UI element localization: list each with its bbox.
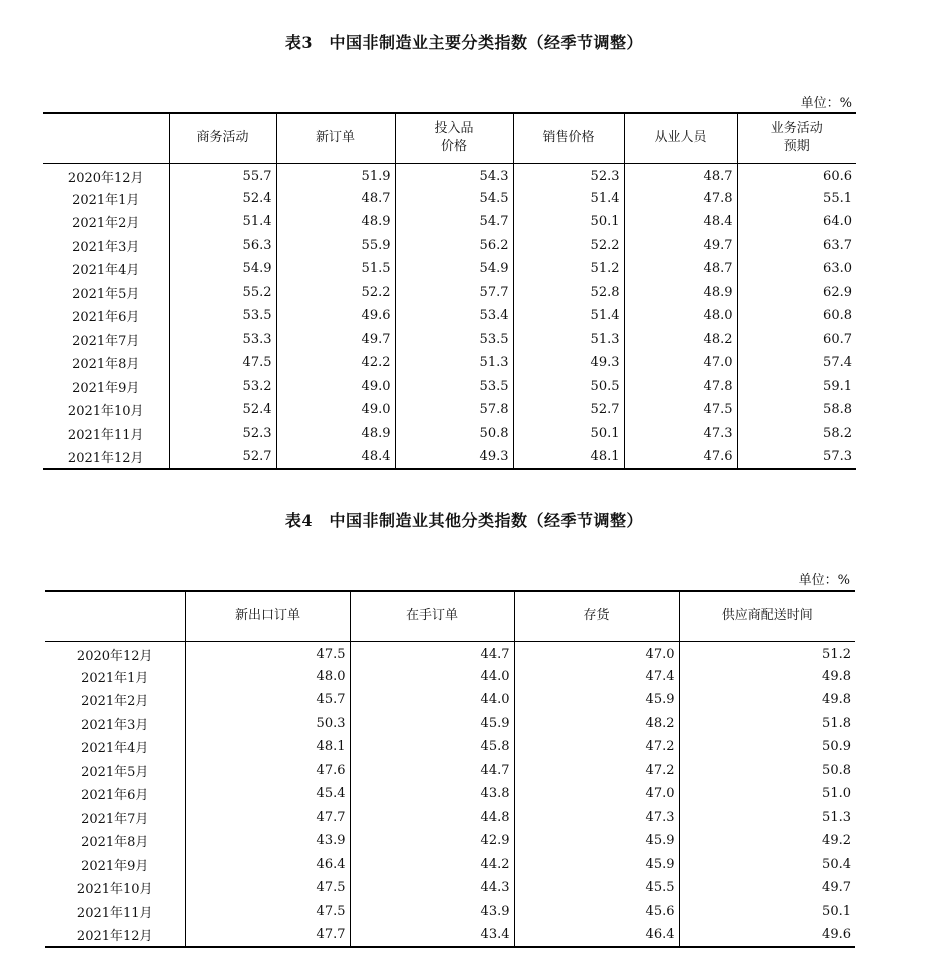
row-month: 2021年11月: [76, 905, 153, 921]
table-row: [45, 665, 855, 689]
table4: [45, 590, 855, 948]
table-row: [45, 688, 855, 712]
row-month: 2021年1月: [81, 670, 149, 686]
table4-title: 表4 中国非制造业其他分类指数（经季节调整）: [284, 511, 644, 530]
row-month: 2021年5月: [81, 764, 149, 780]
table-row: [43, 398, 856, 422]
cell-value: 51.2: [513, 257, 624, 281]
cell-value: 49.6: [679, 923, 855, 947]
cell-value: 48.7: [624, 163, 737, 187]
cell-value: 47.6: [185, 759, 350, 783]
cell-value: 48.2: [514, 712, 679, 736]
table3-header-1: [169, 113, 276, 163]
cell-value: 50.8: [679, 759, 855, 783]
cell-value: 49.0: [276, 398, 395, 422]
row-month: 2021年6月: [72, 310, 140, 326]
cell-value: 52.7: [169, 445, 276, 469]
cell-value: 47.7: [185, 923, 350, 947]
table3-header-5: [624, 113, 737, 163]
cell-value: 47.5: [185, 900, 350, 924]
table3-header-3: [395, 113, 513, 163]
cell-value: 64.0: [737, 210, 856, 234]
cell-value: 43.8: [350, 782, 514, 806]
cell-value: 49.7: [276, 328, 395, 352]
table-row: [45, 829, 855, 853]
table4-header-1: [185, 591, 350, 641]
cell-value: 51.2: [679, 641, 855, 665]
cell-value: 53.4: [395, 304, 513, 328]
header-label: 从业人员: [654, 130, 707, 146]
cell-value: 54.9: [169, 257, 276, 281]
row-month: 2021年3月: [72, 239, 140, 255]
cell-value: 62.9: [737, 281, 856, 305]
cell-value: 45.9: [514, 829, 679, 853]
cell-value: 53.5: [169, 304, 276, 328]
row-month: 2021年12月: [67, 450, 144, 466]
row-month: 2021年10月: [67, 404, 144, 420]
cell-value: 55.9: [276, 234, 395, 258]
table-row: [43, 187, 856, 211]
cell-value: 47.8: [624, 375, 737, 399]
cell-value: 46.4: [514, 923, 679, 947]
cell-value: 45.9: [514, 688, 679, 712]
table-row: [43, 422, 856, 446]
cell-value: 49.0: [276, 375, 395, 399]
table3-header-4: [513, 113, 624, 163]
cell-value: 49.8: [679, 688, 855, 712]
cell-value: 49.7: [624, 234, 737, 258]
cell-value: 47.0: [514, 641, 679, 665]
cell-value: 52.3: [513, 163, 624, 187]
table-row: [43, 304, 856, 328]
cell-value: 48.9: [624, 281, 737, 305]
cell-value: 50.1: [513, 210, 624, 234]
cell-value: 55.7: [169, 163, 276, 187]
header-label: 存货: [583, 608, 610, 624]
row-month: 2021年4月: [81, 741, 149, 757]
cell-value: 48.7: [276, 187, 395, 211]
cell-value: 52.4: [169, 187, 276, 211]
table-row: [43, 210, 856, 234]
cell-value: 43.9: [185, 829, 350, 853]
cell-value: 50.3: [185, 712, 350, 736]
header-label: 预期: [783, 139, 810, 155]
row-month: 2020年12月: [67, 170, 144, 186]
row-month: 2021年11月: [67, 427, 144, 443]
cell-value: 43.9: [350, 900, 514, 924]
cell-value: 47.8: [624, 187, 737, 211]
header-label: 投入品: [434, 121, 474, 137]
table-row: [45, 641, 855, 665]
cell-value: 48.4: [624, 210, 737, 234]
header-label: 商务活动: [196, 130, 249, 146]
cell-value: 48.0: [624, 304, 737, 328]
cell-value: 51.9: [276, 163, 395, 187]
cell-value: 47.7: [185, 806, 350, 830]
cell-value: 47.0: [514, 782, 679, 806]
cell-value: 52.8: [513, 281, 624, 305]
row-month: 2021年4月: [72, 263, 140, 279]
cell-value: 58.2: [737, 422, 856, 446]
cell-value: 55.2: [169, 281, 276, 305]
cell-value: 51.4: [513, 304, 624, 328]
cell-value: 45.8: [350, 735, 514, 759]
cell-value: 53.5: [395, 328, 513, 352]
cell-value: 49.3: [513, 351, 624, 375]
row-month: 2021年7月: [81, 811, 149, 827]
table-row: [45, 735, 855, 759]
table-row: [45, 712, 855, 736]
cell-value: 53.5: [395, 375, 513, 399]
cell-value: 50.5: [513, 375, 624, 399]
cell-value: 49.6: [276, 304, 395, 328]
row-month: 2021年2月: [72, 216, 140, 232]
table4-header-0: [45, 591, 185, 641]
table4-unit: 单位：%: [798, 573, 850, 588]
row-month: 2021年1月: [72, 192, 140, 208]
table3-header-0: [43, 113, 169, 163]
cell-value: 42.2: [276, 351, 395, 375]
header-label: 新出口订单: [234, 608, 300, 624]
cell-value: 44.8: [350, 806, 514, 830]
table3-body: [43, 163, 856, 469]
cell-value: 57.3: [737, 445, 856, 469]
cell-value: 56.3: [169, 234, 276, 258]
cell-value: 44.0: [350, 665, 514, 689]
cell-value: 48.4: [276, 445, 395, 469]
table-row: [45, 923, 855, 947]
row-month: 2021年8月: [81, 835, 149, 851]
cell-value: 51.5: [276, 257, 395, 281]
cell-value: 58.8: [737, 398, 856, 422]
row-month: 2021年9月: [72, 380, 140, 396]
cell-value: 53.2: [169, 375, 276, 399]
table4-body: [45, 641, 855, 947]
cell-value: 54.5: [395, 187, 513, 211]
cell-value: 48.1: [185, 735, 350, 759]
cell-value: 45.5: [514, 876, 679, 900]
table4-header-row: [45, 591, 855, 641]
table3-unit: 单位：%: [800, 96, 852, 111]
cell-value: 60.6: [737, 163, 856, 187]
cell-value: 47.6: [624, 445, 737, 469]
cell-value: 47.2: [514, 735, 679, 759]
table-row: [43, 445, 856, 469]
cell-value: 47.0: [624, 351, 737, 375]
row-month: 2020年12月: [76, 648, 153, 664]
table3: [43, 112, 856, 470]
table-row: [43, 163, 856, 187]
cell-value: 51.3: [679, 806, 855, 830]
header-label: 新订单: [315, 130, 355, 146]
cell-value: 50.8: [395, 422, 513, 446]
cell-value: 51.3: [513, 328, 624, 352]
cell-value: 50.9: [679, 735, 855, 759]
table3-header-6: [737, 113, 856, 163]
cell-value: 48.9: [276, 210, 395, 234]
cell-value: 48.9: [276, 422, 395, 446]
cell-value: 54.3: [395, 163, 513, 187]
table-row: [45, 782, 855, 806]
table-row: [45, 876, 855, 900]
cell-value: 45.9: [350, 712, 514, 736]
cell-value: 47.5: [185, 641, 350, 665]
row-month: 2021年10月: [76, 882, 153, 898]
row-month: 2021年12月: [76, 928, 153, 944]
cell-value: 52.7: [513, 398, 624, 422]
cell-value: 57.7: [395, 281, 513, 305]
cell-value: 57.4: [737, 351, 856, 375]
cell-value: 47.5: [169, 351, 276, 375]
cell-value: 57.8: [395, 398, 513, 422]
cell-value: 48.0: [185, 665, 350, 689]
cell-value: 55.1: [737, 187, 856, 211]
cell-value: 51.4: [169, 210, 276, 234]
cell-value: 51.3: [395, 351, 513, 375]
cell-value: 47.4: [514, 665, 679, 689]
table4-header-4: [679, 591, 855, 641]
row-month: 2021年6月: [81, 788, 149, 804]
cell-value: 50.4: [679, 853, 855, 877]
header-label: 价格: [440, 139, 467, 155]
cell-value: 54.7: [395, 210, 513, 234]
cell-value: 49.3: [395, 445, 513, 469]
cell-value: 50.1: [679, 900, 855, 924]
table-row: [45, 759, 855, 783]
table-row: [45, 900, 855, 924]
cell-value: 45.9: [514, 853, 679, 877]
table-row: [43, 257, 856, 281]
row-month: 2021年7月: [72, 333, 140, 349]
cell-value: 50.1: [513, 422, 624, 446]
cell-value: 47.2: [514, 759, 679, 783]
row-month: 2021年2月: [81, 694, 149, 710]
cell-value: 47.3: [514, 806, 679, 830]
table-row: [43, 328, 856, 352]
table-row: [45, 806, 855, 830]
cell-value: 44.0: [350, 688, 514, 712]
header-label: 销售价格: [542, 130, 595, 146]
cell-value: 60.8: [737, 304, 856, 328]
header-label: 供应商配送时间: [721, 608, 813, 624]
cell-value: 45.7: [185, 688, 350, 712]
cell-value: 60.7: [737, 328, 856, 352]
row-month: 2021年5月: [72, 286, 140, 302]
table4-header-3: [514, 591, 679, 641]
row-month: 2021年3月: [81, 717, 149, 733]
cell-value: 45.4: [185, 782, 350, 806]
table-row: [43, 351, 856, 375]
cell-value: 45.6: [514, 900, 679, 924]
cell-value: 47.3: [624, 422, 737, 446]
header-label: 在手订单: [405, 608, 458, 624]
header-label: 业务活动: [770, 121, 823, 137]
cell-value: 52.4: [169, 398, 276, 422]
cell-value: 47.5: [185, 876, 350, 900]
cell-value: 59.1: [737, 375, 856, 399]
row-month: 2021年8月: [72, 357, 140, 373]
cell-value: 46.4: [185, 853, 350, 877]
cell-value: 51.8: [679, 712, 855, 736]
cell-value: 49.2: [679, 829, 855, 853]
table-row: [43, 375, 856, 399]
table4-header-2: [350, 591, 514, 641]
cell-value: 44.2: [350, 853, 514, 877]
cell-value: 42.9: [350, 829, 514, 853]
cell-value: 44.7: [350, 641, 514, 665]
cell-value: 54.9: [395, 257, 513, 281]
cell-value: 53.3: [169, 328, 276, 352]
cell-value: 43.4: [350, 923, 514, 947]
cell-value: 48.2: [624, 328, 737, 352]
cell-value: 49.8: [679, 665, 855, 689]
table3-title: 表3 中国非制造业主要分类指数（经季节调整）: [284, 33, 644, 52]
cell-value: 63.0: [737, 257, 856, 281]
cell-value: 63.7: [737, 234, 856, 258]
cell-value: 51.0: [679, 782, 855, 806]
row-month: 2021年9月: [81, 858, 149, 874]
cell-value: 52.2: [513, 234, 624, 258]
table3-header-row: [43, 113, 856, 163]
table-row: [43, 234, 856, 258]
cell-value: 48.7: [624, 257, 737, 281]
table-row: [43, 281, 856, 305]
cell-value: 52.2: [276, 281, 395, 305]
cell-value: 56.2: [395, 234, 513, 258]
table-row: [45, 853, 855, 877]
cell-value: 51.4: [513, 187, 624, 211]
cell-value: 44.3: [350, 876, 514, 900]
cell-value: 52.3: [169, 422, 276, 446]
cell-value: 44.7: [350, 759, 514, 783]
table3-header-2: [276, 113, 395, 163]
cell-value: 47.5: [624, 398, 737, 422]
cell-value: 49.7: [679, 876, 855, 900]
cell-value: 48.1: [513, 445, 624, 469]
